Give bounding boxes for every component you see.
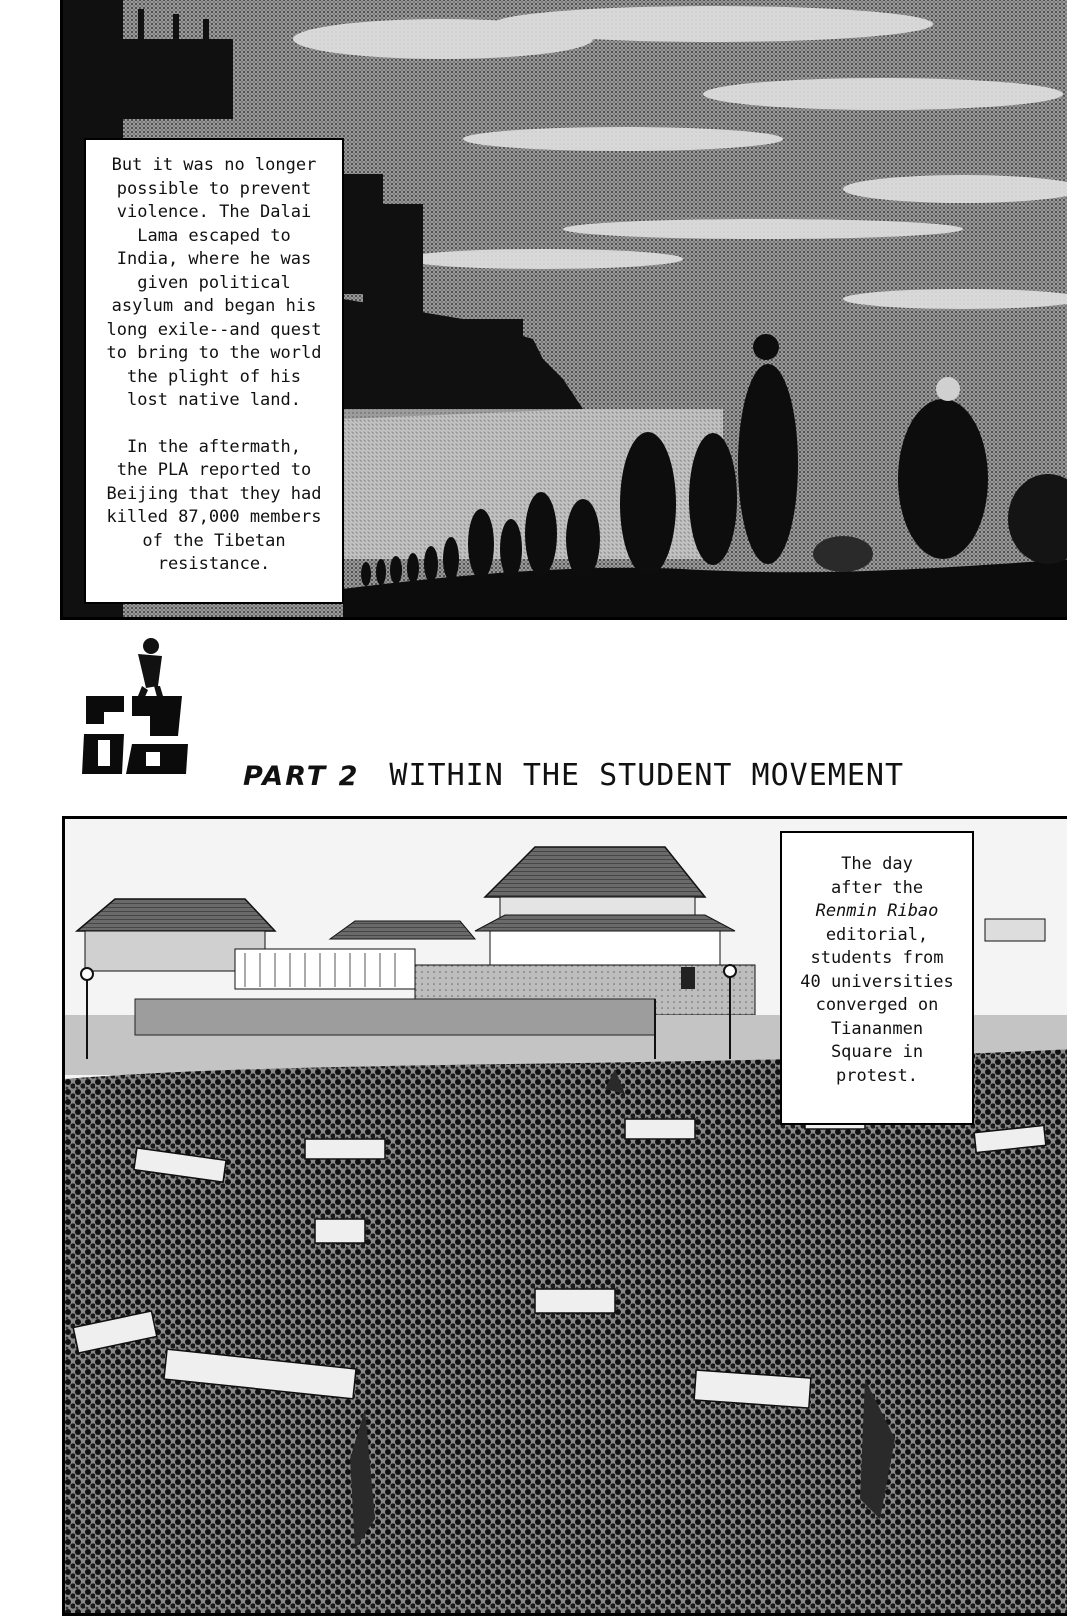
protest-crowd <box>65 1049 1067 1616</box>
chapter-logo-icon <box>76 636 194 790</box>
part-title: WITHIN THE STUDENT MOVEMENT <box>389 758 905 793</box>
part-heading <box>243 758 904 798</box>
caption-paragraph-2: In the aftermath, the PLA reported to Beijing that they had killed 87,000 members of the Tibetan resistance. <box>106 436 322 574</box>
caption-text-after: editorial, students from 40 universities converged on Tiananmen Square in protest. <box>800 924 954 1086</box>
narration-caption-exile <box>84 138 344 604</box>
narration-caption-tiananmen <box>780 831 974 1125</box>
renmin-ribao-title: Renmin Ribao <box>815 901 939 921</box>
part-label: PART 2 <box>243 761 360 792</box>
caption-paragraph-1: But it was no longer possible to prevent violence. The Dalai Lama escaped to India, where he was given political asylum and began his long exile--and quest to bring to the world the plight of his lost native land. <box>106 155 322 410</box>
caption-text-before: The day after the <box>830 854 924 898</box>
bottom-panel-tiananmen-scene <box>62 816 1067 1616</box>
top-panel-exile-scene <box>60 0 1067 620</box>
monk-head <box>936 377 960 401</box>
